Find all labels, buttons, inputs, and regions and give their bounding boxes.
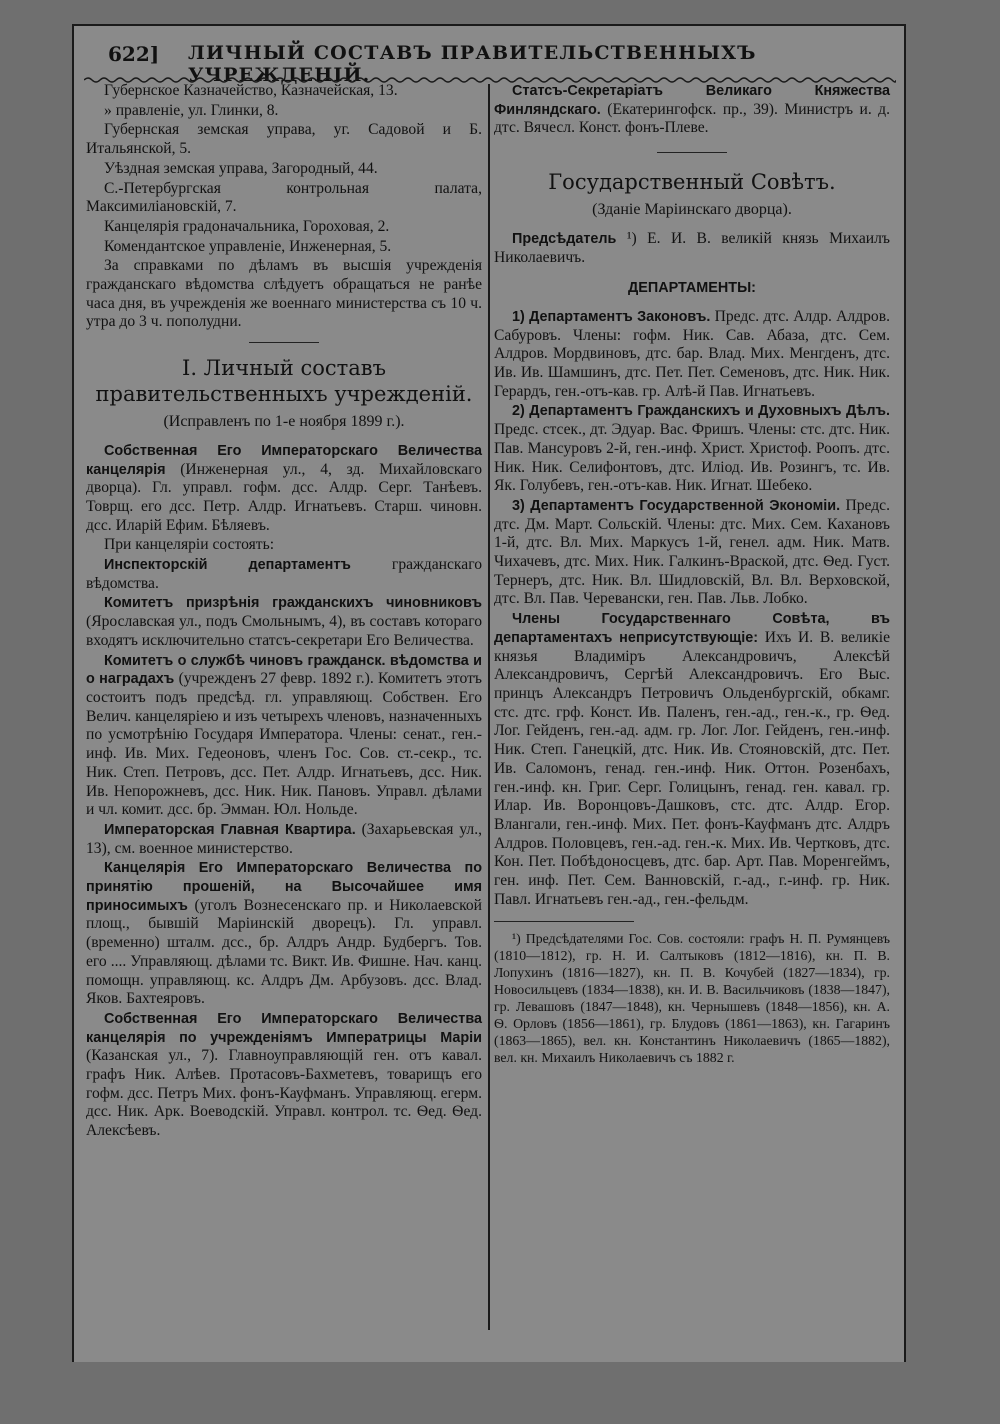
hq-heading: Императорская Главная Квартира. <box>104 821 356 838</box>
maria-text: (Казанская ул., 7). Главноуправляющій ген. отъ кавал. графъ Ник. Алѣев. Протасовъ-Бахметевъ, товарищъ его гофм. дсс. Петръ Мих. фонъ-Кауфманъ. Управляющ. егерм. дсс. Ник. Арк. Воеводскій. Управл. контрол. тс. Ѳед. Ѳед. Алексѣевъ. <box>86 1047 482 1140</box>
entry-dept-1 <box>494 308 890 402</box>
dept-1-heading: 1) Департаментъ Законовъ. <box>512 308 711 325</box>
entry-uezd: Уѣздная земская управа, Загородный, 44. <box>104 159 378 177</box>
note-hours: За справками по дѣламъ въ высшія учрежденія гражданскаго вѣдомства слѣдуетъ обращаться не ранѣе часа дня, въ учрежденія же военнаго министерства съ 10 ч. утра до 3 ч. пополудни. <box>86 257 482 331</box>
entry-gradonach: Канцелярія градоначальника, Гороховая, 2. <box>104 217 390 235</box>
entry-dept-2 <box>494 402 890 496</box>
entry-committee <box>86 594 482 650</box>
footnote: ¹) Предсѣдателями Гос. Сов. состояли: графъ Н. П. Румянцевъ (1810—1812), гр. Н. И. Салтыковъ (1812—1816), кн. П. В. Лопухинъ (1816—1827), кн. П. В. Кочубей (1827—1834), гр. Новосильцевъ (1834—1838), кн. И. В. Васильчиковъ (1838—1847), гр. Левашовъ (1847—1848), кн. Чернышевъ (1848—1856), кн. А. Ѳ. Орловъ (1856—1861), гр. Блудовъ (1861—1863), кн. Гагаринъ (1863—1865), вел. кн. Константинъ Николаевичъ (1865—1882), вел. кн. Михаилъ Николаевичъ съ 1882 г. <box>494 931 890 1066</box>
dept-3-heading: 3) Департаментъ Государственной Экономіи. <box>512 497 841 514</box>
chancery-heading: Собственная Его Императорскаго Величества канцелярія <box>86 442 482 478</box>
entry-service <box>86 652 482 820</box>
maria-heading: Собственная Его Императорскаго Величества канцелярія по учрежденіямъ Императрицы Маріи <box>86 1010 482 1046</box>
finland-text: (Екатерингофск. пр., 39). Министръ и. д. дтс. Вячесл. Конст. фонъ-Плеве. <box>494 100 890 137</box>
dept-3-text: Предс. дтс. Дм. Март. Сольскій. Члены: дтс. Мих. Сем. Кахановъ 1-й, дтс. Вл. Мих. Маркусъ 1-й, генел. адм. Ник. Матв. Чихачевъ, дтс. Мих. Ник. Галкинъ-Враской, дтс. Ѳед. Густ. Тернеръ, дтс. Ник. Вл. Шидловскій, Вл. Вл. Верховской, дтс. Вл. Пав. Черевански, ген. Пав. Льв. Лобко. <box>494 496 890 608</box>
inspect-text: гражданскаго вѣдомства. <box>86 556 482 592</box>
entry-zemstvo: Губернская земская управа, уг. Садовой и Б. Итальянской, 5. <box>86 121 482 158</box>
attached-label: При канцеляріи состоять: <box>104 536 275 554</box>
entry-commandant: Комендантское управленіе, Инженерная, 5. <box>104 237 392 255</box>
departments-heading: ДЕПАРТАМЕНТЫ: <box>628 280 756 297</box>
page-header <box>108 40 888 86</box>
entry-chancery <box>86 442 482 536</box>
members-text: Ихъ И. В. великіе князья Владиміръ Александровичъ, Алексѣй Александровичъ, Сергѣй Александровичъ. Его Выс. принцъ Александръ Петровичъ Ольденбургскій, обкамг. стс. дтс. грф. Конст. Ив. Паленъ, ген.-ад., ген.-к., гр. Ѳед. Лог. Гейденъ, ген.-ад. адм. гр. Лог. Лог. Гейденъ, ген.-инф. Ник. Степ. Ганецкій, дтс. Ник. Ив. Стояновскій, дтс. Пет. Ив. Саломонъ, генад. ген.-инф. Ник. Оттон. Розенбахъ, ген.-инф. кн. Григ. Серг. Голицынъ, генад. ген. кавал. гр. Илар. Ив. Воронцовъ-Дашковъ, стс. дтс. Алдр. Егор. Влангали, ген.-инф. Мих. Пет. фонъ-Кауфманъ дтс. Алдръ Алдров. Половцевъ, ген.-ад. ген.-к. Мих. Ив. Чертковъ, дтс. Кон. Пет. Побѣдоносцевъ, дтс. бар. Арт. Пав. Моренгеймъ, ген. инф. Пет. Сем. Ванновскій, г.-ад., г.-инф. гр. Ник. Павл. Игнатьевъ ген.-ад., ген.-фельдм. <box>494 628 890 908</box>
dept-2-text: Предс. стсек., дт. Эдуар. Вас. Фришъ. Члены: стс. дтс. Ник. Пав. Мансуровъ 2-й, ген.-инф. Христ. Христоф. Роопъ. дтс. Ник. Ник. Селифонтовъ, дтс. Иліод. Ив. Розингъ, тс. Ив. Як. Голубевъ, ген.-отъ-кав. Ник. Игнат. Шебеко. <box>494 421 890 495</box>
entry-members <box>494 610 890 909</box>
entry-hq <box>86 821 482 858</box>
separator <box>249 342 319 343</box>
dept-2-heading: 2) Департаментъ Гражданскихъ и Духовныхъ Дѣлъ. <box>512 403 890 420</box>
entry-dept-3 <box>494 497 890 609</box>
column-divider <box>488 84 490 1330</box>
service-text: (учрежденъ 27 февр. 1892 г.). Комитетъ этотъ состоитъ подъ предсѣд. гл. управляющ. Собствен. Его Велич. канцеляріею и изъ четырехъ членовъ, назначенныхъ по усмотрѣнію Государя Императора. Члены: сенат., ген.-инф. Ив. Мих. Гедеоновъ, членъ Гос. Сов. ст.-секр., тс. Ник. Степ. Петровъ, дсс. Пет. Алдр. Игнатьевъ, дсс. Ник. Ив. Непорожневъ, дсс. Ник. Ник. Пановъ. Управл. дѣлами и чл. комит. дсс. бр. Эмман. Юл. Нольде. <box>86 670 482 819</box>
petitions-heading: Канцелярія Его Императорскаго Величества по принятію прошеній, на Высочайшее имя приносимыхъ <box>86 860 482 914</box>
service-heading: Комитетъ о службѣ чиновъ гражданск. вѣдомства и о наградахъ <box>86 652 482 688</box>
council-subtitle: (Зданіе Маріинскаго дворца). <box>592 201 792 219</box>
entry-control: С.-Петербургская контрольная палата, Максимиліановскій, 7. <box>86 179 482 216</box>
members-heading: Члены Государственнаго Совѣта, въ департаментахъ неприсутствующіе: <box>494 611 890 646</box>
council-title: Государственный Совѣтъ. <box>548 170 836 195</box>
entry-finland <box>494 82 890 138</box>
chair-label: Предсѣдатель <box>512 230 617 247</box>
finland-heading: Статсъ-Секретаріатъ Великаго Княжества Финляндскаго. <box>494 83 890 118</box>
hq-text: (Захарьевская ул., 13), см. военное министерство. <box>86 820 483 857</box>
entry-maria <box>86 1010 482 1141</box>
petitions-text: (уголъ Вознесенскаго пр. и Николаевской площ., бывшій Маріинскій дворецъ). Гл. управл. (временно) шталм. дсс., бр. Алдръ Андр. Будбергъ. Тов. его .... Управляющ. дѣлами тс. Викт. Ив. Фишне. Нач. канц. помощн. управляющ. кс. Алдръ Дм. Арбузовъ. дсс. Влад. Яков. Бахтеяровъ. <box>86 896 482 1008</box>
page-number: 622] <box>108 42 160 66</box>
entry-inspect <box>86 556 482 593</box>
chair-text: ¹) Е. И. В. великій князь Михаилъ Николаевичъ. <box>494 229 890 266</box>
running-title: ЛИЧНЫЙ СОСТАВЪ ПРАВИТЕЛЬСТВЕННЫХЪ УЧРЕЖДЕНІЙ. <box>188 42 757 86</box>
section-title: I. Личный составъ правительственныхъ учрежденій. <box>95 356 473 407</box>
inspect-heading: Инспекторскій департаментъ <box>104 557 351 574</box>
chancery-text: (Инженерная ул., 4, зд. Михайловскаго дворца). Гл. управл. гофм. дсс. Алдр. Серг. Танѣевъ. Товрщ. его дсс. Петр. Алдр. Игнатьевъ. Старш. чиновн. дсс. Иларій Ефим. Бѣляевъ. <box>86 460 482 534</box>
corrected-note: (Исправленъ по 1-е ноября 1899 г.). <box>163 413 405 431</box>
dept-1-text: Предс. дтс. Алдр. Алдров. Сабуровъ. Члены: гофм. Ник. Сав. Абаза, дтс. Сем. Алдров. Мордвиновъ, дтс. бар. Влад. Мих. Менгденъ, дтс. Ив. Ив. Шамшинъ, дтс. Пет. Пет. Семеновъ, дтс. Ник. Ник. Герардъ, ген.-отъ-кав. гр. Алѣ-й Пав. Игнатьевъ. <box>494 307 890 400</box>
left-column <box>86 82 482 1142</box>
entry-chair <box>494 230 890 267</box>
entry-treasury: Губернское Казначейство, Казначейская, 13. <box>104 82 398 99</box>
footnote-rule <box>494 921 634 922</box>
entry-petitions <box>86 859 482 1009</box>
committee-text: (Ярославская ул., подъ Смольнымъ, 4), въ составъ котораго входятъ исключительно статсъ-секретари Его Величества. <box>86 613 482 649</box>
committee-heading: Комитетъ призрѣнія гражданскихъ чиновниковъ <box>104 595 482 612</box>
right-column <box>494 82 890 1067</box>
separator <box>657 152 727 153</box>
entry-board: » правленіе, ул. Глинки, 8. <box>104 101 279 119</box>
